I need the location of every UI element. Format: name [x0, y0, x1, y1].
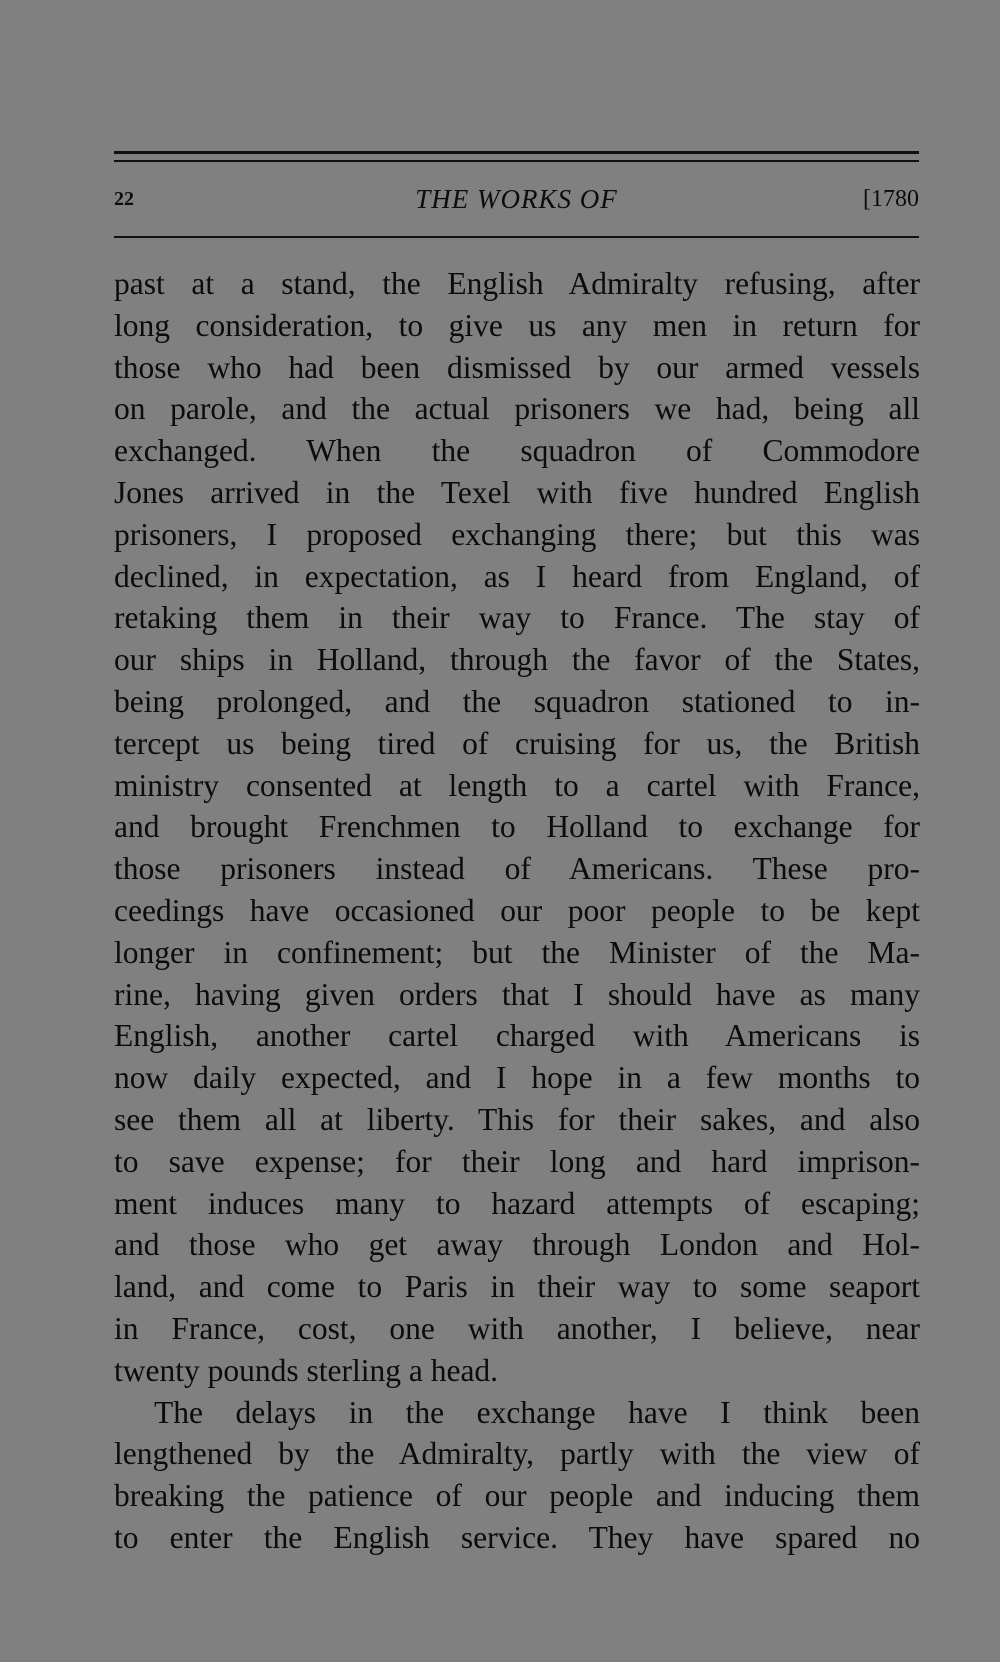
running-head	[114, 182, 919, 222]
text-line: Jones arrived in the Texel with five hundred English	[114, 474, 920, 510]
running-year: [1780	[863, 186, 919, 212]
text-line: prisoners, I proposed exchanging there; but this was	[114, 516, 920, 552]
text-line: our ships in Holland, through the favor of the States,	[114, 642, 920, 678]
top-rule-thick	[114, 151, 919, 154]
text-line: see them all at liberty. This for their sakes, and also	[114, 1101, 920, 1137]
text-line: those who had been dismissed by our armed vessels	[114, 349, 920, 385]
header-rule	[114, 236, 919, 238]
text-line: and those who get away through London and Hol-	[114, 1227, 920, 1263]
text-line: declined, in expectation, as I heard from England, of	[114, 558, 920, 594]
text-line: lengthened by the Admiralty, partly with the view of	[114, 1436, 920, 1472]
text-line: those prisoners instead of Americans. These pro-	[114, 851, 920, 887]
text-line: breaking the patience of our people and inducing them	[114, 1478, 920, 1514]
text-line: ministry consented at length to a cartel with France,	[114, 767, 920, 803]
text-line: ceedings have occasioned our poor people to be kept	[114, 892, 920, 928]
text-line: now daily expected, and I hope in a few months to	[114, 1060, 920, 1096]
text-line: tercept us being tired of cruising for us, the British	[114, 725, 920, 761]
text-line: on parole, and the actual prisoners we had, being all	[114, 391, 920, 427]
text-line: and brought Frenchmen to Holland to exchange for	[114, 809, 920, 845]
text-line: English, another cartel charged with Americans is	[114, 1018, 920, 1054]
text-line: retaking them in their way to France. The stay of	[114, 600, 920, 636]
text-line: in France, cost, one with another, I believe, near	[114, 1310, 920, 1346]
text-line: to enter the English service. They have spared no	[114, 1519, 920, 1555]
paragraph-end-line: twenty pounds sterling a head.	[114, 1352, 499, 1388]
page-number: 22	[114, 188, 134, 210]
top-rule-thin	[114, 160, 919, 162]
running-title: THE WORKS OF	[415, 184, 618, 214]
text-line: longer in confinement; but the Minister of the Ma-	[114, 934, 920, 970]
body-text	[114, 263, 920, 1559]
text-line: exchanged. When the squadron of Commodore	[114, 433, 920, 469]
text-line: past at a stand, the English Admiralty refusing, after	[114, 266, 920, 301]
text-line: long consideration, to give us any men in return for	[114, 307, 920, 343]
text-line: being prolonged, and the squadron stationed to in-	[114, 683, 920, 719]
text-line: ment induces many to hazard attempts of escaping;	[114, 1185, 920, 1221]
text-line: land, and come to Paris in their way to some seaport	[114, 1269, 920, 1305]
text-line: to save expense; for their long and hard imprison-	[114, 1143, 920, 1179]
paragraph-start-line: The delays in the exchange have I think been	[154, 1394, 920, 1430]
text-line: rine, having given orders that I should have as many	[114, 976, 920, 1012]
